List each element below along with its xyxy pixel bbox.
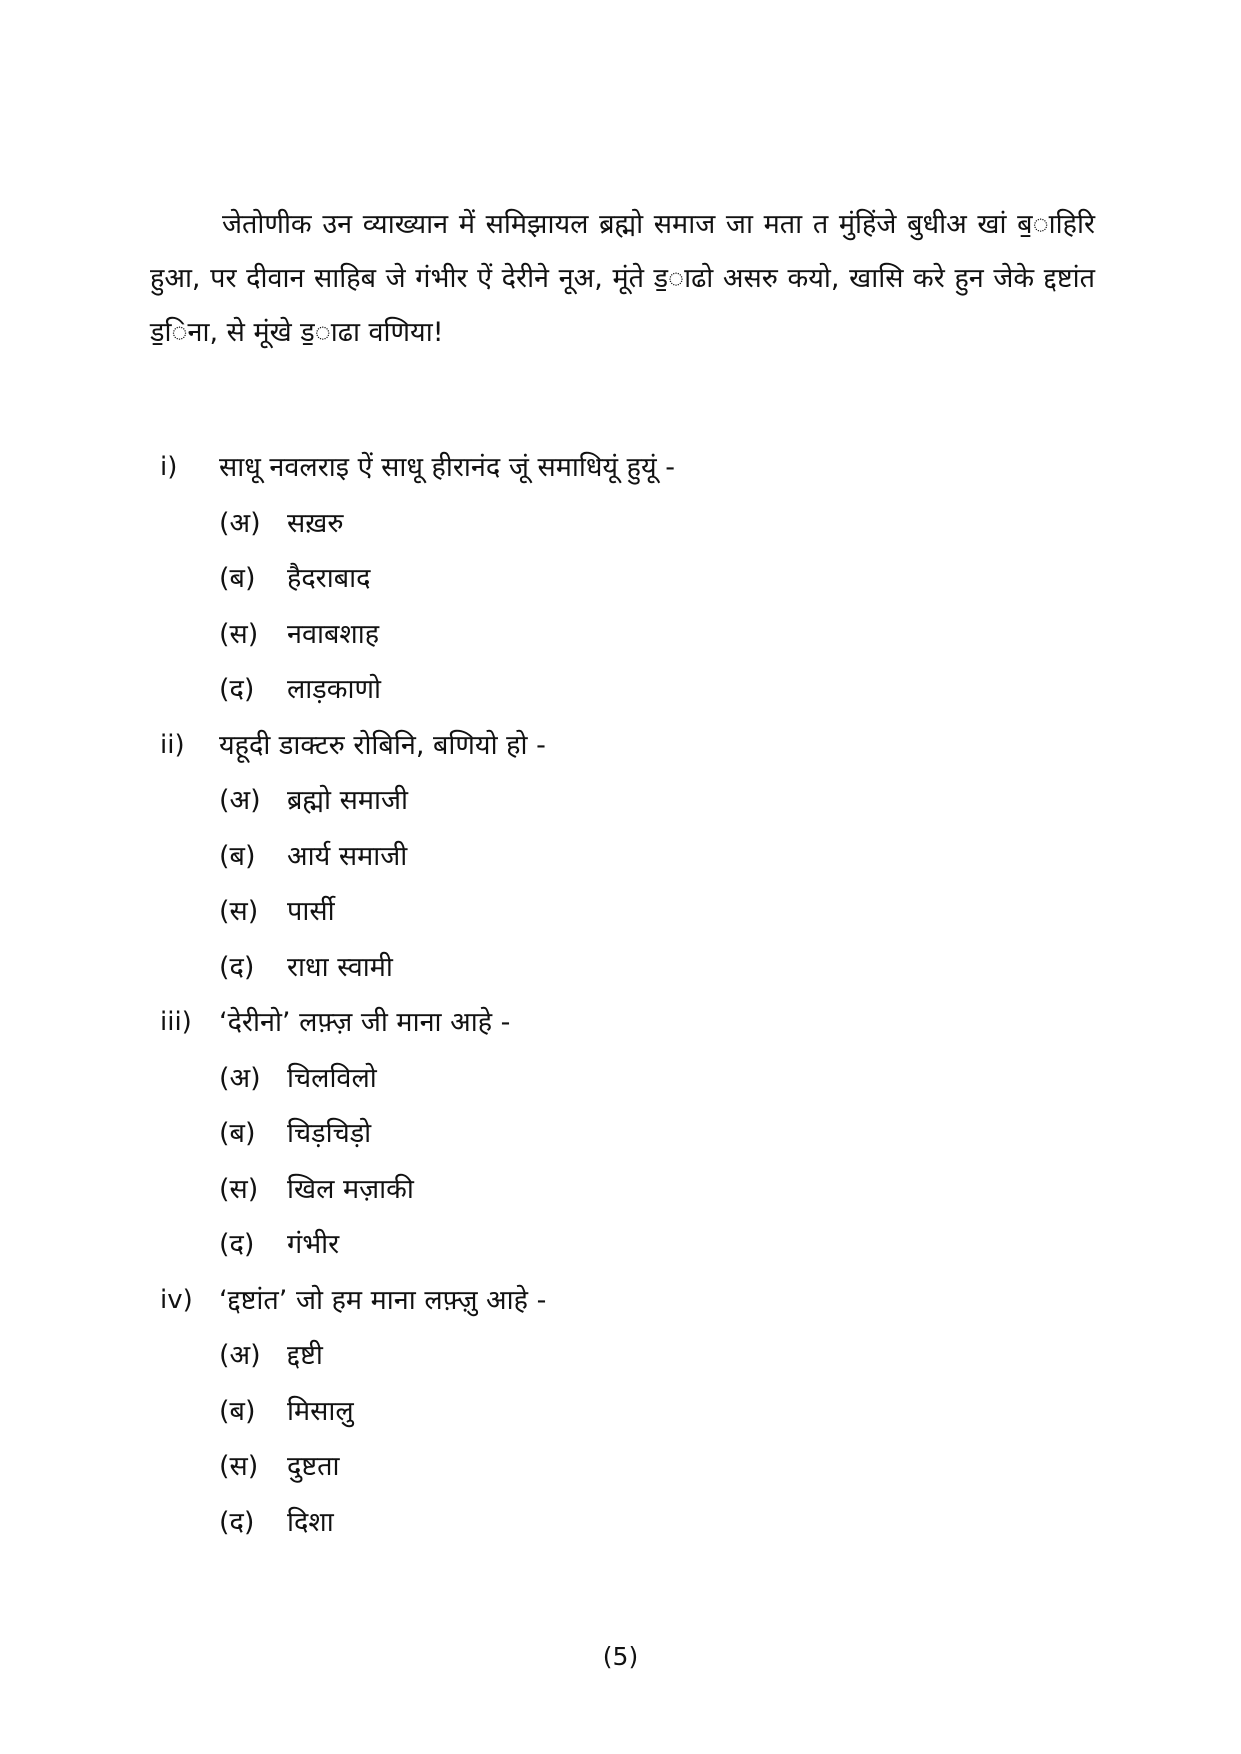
option-text: पार्सी bbox=[287, 896, 335, 927]
option-letter: (द) bbox=[219, 674, 255, 705]
option-c bbox=[160, 607, 1060, 663]
option-letter: (स) bbox=[219, 1451, 259, 1482]
option-text: द्दष्टी bbox=[287, 1340, 323, 1371]
option-text: गंभीर bbox=[287, 1229, 340, 1260]
option-text: चिलविलो bbox=[287, 1062, 377, 1094]
question-1 bbox=[160, 440, 1060, 718]
option-a bbox=[160, 496, 1060, 552]
question-2 bbox=[160, 718, 1060, 996]
question-4 bbox=[160, 1273, 1060, 1551]
option-letter: (स) bbox=[219, 896, 259, 927]
option-text: खिल मज़ाकी bbox=[287, 1173, 414, 1205]
question-text: ‘द्दष्टांत’ जो हम माना लफ़्ज़ु आहे - bbox=[219, 1284, 547, 1316]
option-c bbox=[160, 1162, 1060, 1218]
option-letter: (द) bbox=[219, 1506, 255, 1538]
question-number: i) bbox=[160, 452, 178, 482]
option-letter: (स) bbox=[219, 1173, 259, 1205]
option-d bbox=[160, 1217, 1060, 1273]
question-line bbox=[160, 440, 1060, 496]
option-text: दुष्टता bbox=[287, 1451, 340, 1482]
option-text: आर्य समाजी bbox=[287, 840, 408, 872]
option-text: लाड़काणो bbox=[287, 674, 381, 705]
question-line bbox=[160, 718, 1060, 774]
option-letter: (ब) bbox=[219, 563, 256, 594]
option-text: सख़रु bbox=[287, 507, 344, 539]
question-list bbox=[160, 440, 1060, 1550]
option-a bbox=[160, 773, 1060, 829]
question-line bbox=[160, 995, 1060, 1051]
option-letter: (अ) bbox=[219, 507, 261, 539]
option-d bbox=[160, 662, 1060, 718]
page-number: (5) bbox=[602, 1642, 639, 1671]
option-letter: (स) bbox=[219, 618, 259, 650]
option-text: चिड़चिड़ो bbox=[287, 1118, 372, 1149]
question-text: साधू नवलराइ ऐं साधू हीरानंद जूं समाधियूं हुयूं - bbox=[219, 452, 675, 483]
option-text: ब्रह्मो समाजी bbox=[287, 785, 409, 816]
option-letter: (ब) bbox=[219, 1395, 256, 1427]
option-d bbox=[160, 1495, 1060, 1551]
option-letter: (अ) bbox=[219, 1062, 261, 1094]
question-text: यहूदी डाक्टरु रोबिनि, बणियो हो - bbox=[219, 729, 546, 761]
question-line bbox=[160, 1273, 1060, 1329]
option-letter: (ब) bbox=[219, 840, 256, 872]
option-b bbox=[160, 829, 1060, 885]
question-number: iii) bbox=[160, 1007, 192, 1037]
option-letter: (द) bbox=[219, 951, 255, 983]
option-a bbox=[160, 1051, 1060, 1107]
option-b bbox=[160, 551, 1060, 607]
option-b bbox=[160, 1106, 1060, 1162]
option-text: राधा स्वामी bbox=[287, 951, 393, 983]
option-letter: (ब) bbox=[219, 1118, 256, 1149]
option-letter: (द) bbox=[219, 1229, 255, 1260]
option-c bbox=[160, 884, 1060, 940]
question-3 bbox=[160, 995, 1060, 1273]
option-b bbox=[160, 1384, 1060, 1440]
option-c bbox=[160, 1439, 1060, 1495]
option-text: मिसालु bbox=[287, 1395, 354, 1427]
option-d bbox=[160, 940, 1060, 996]
option-letter: (अ) bbox=[219, 785, 261, 816]
option-text: दिशा bbox=[287, 1506, 334, 1538]
option-text: नवाबशाह bbox=[287, 618, 380, 650]
option-letter: (अ) bbox=[219, 1340, 261, 1371]
option-a bbox=[160, 1328, 1060, 1384]
question-text: ‘देरीनो’ लफ़्ज़ जी माना आहे - bbox=[219, 1007, 511, 1038]
question-number: iv) bbox=[160, 1284, 193, 1315]
question-number: ii) bbox=[160, 729, 185, 760]
passage-paragraph: जेतोणीक उन व्याख्यान में समिझायल ब्रह्मो समाज जा मता त मुंहिंजे बुधीअ खां ब॒ाहिरि हुआ, पर दीवान साहिब जे गंभीर ऐं देरीने नूअ, मूंते ड॒ाढो असरु कयो, खासि करे हुन जेके द्दष्टांत ड॒िना, से मूंखे ड॒ाढा वणिया! bbox=[150, 209, 1095, 348]
option-text: हैदराबाद bbox=[287, 563, 371, 594]
